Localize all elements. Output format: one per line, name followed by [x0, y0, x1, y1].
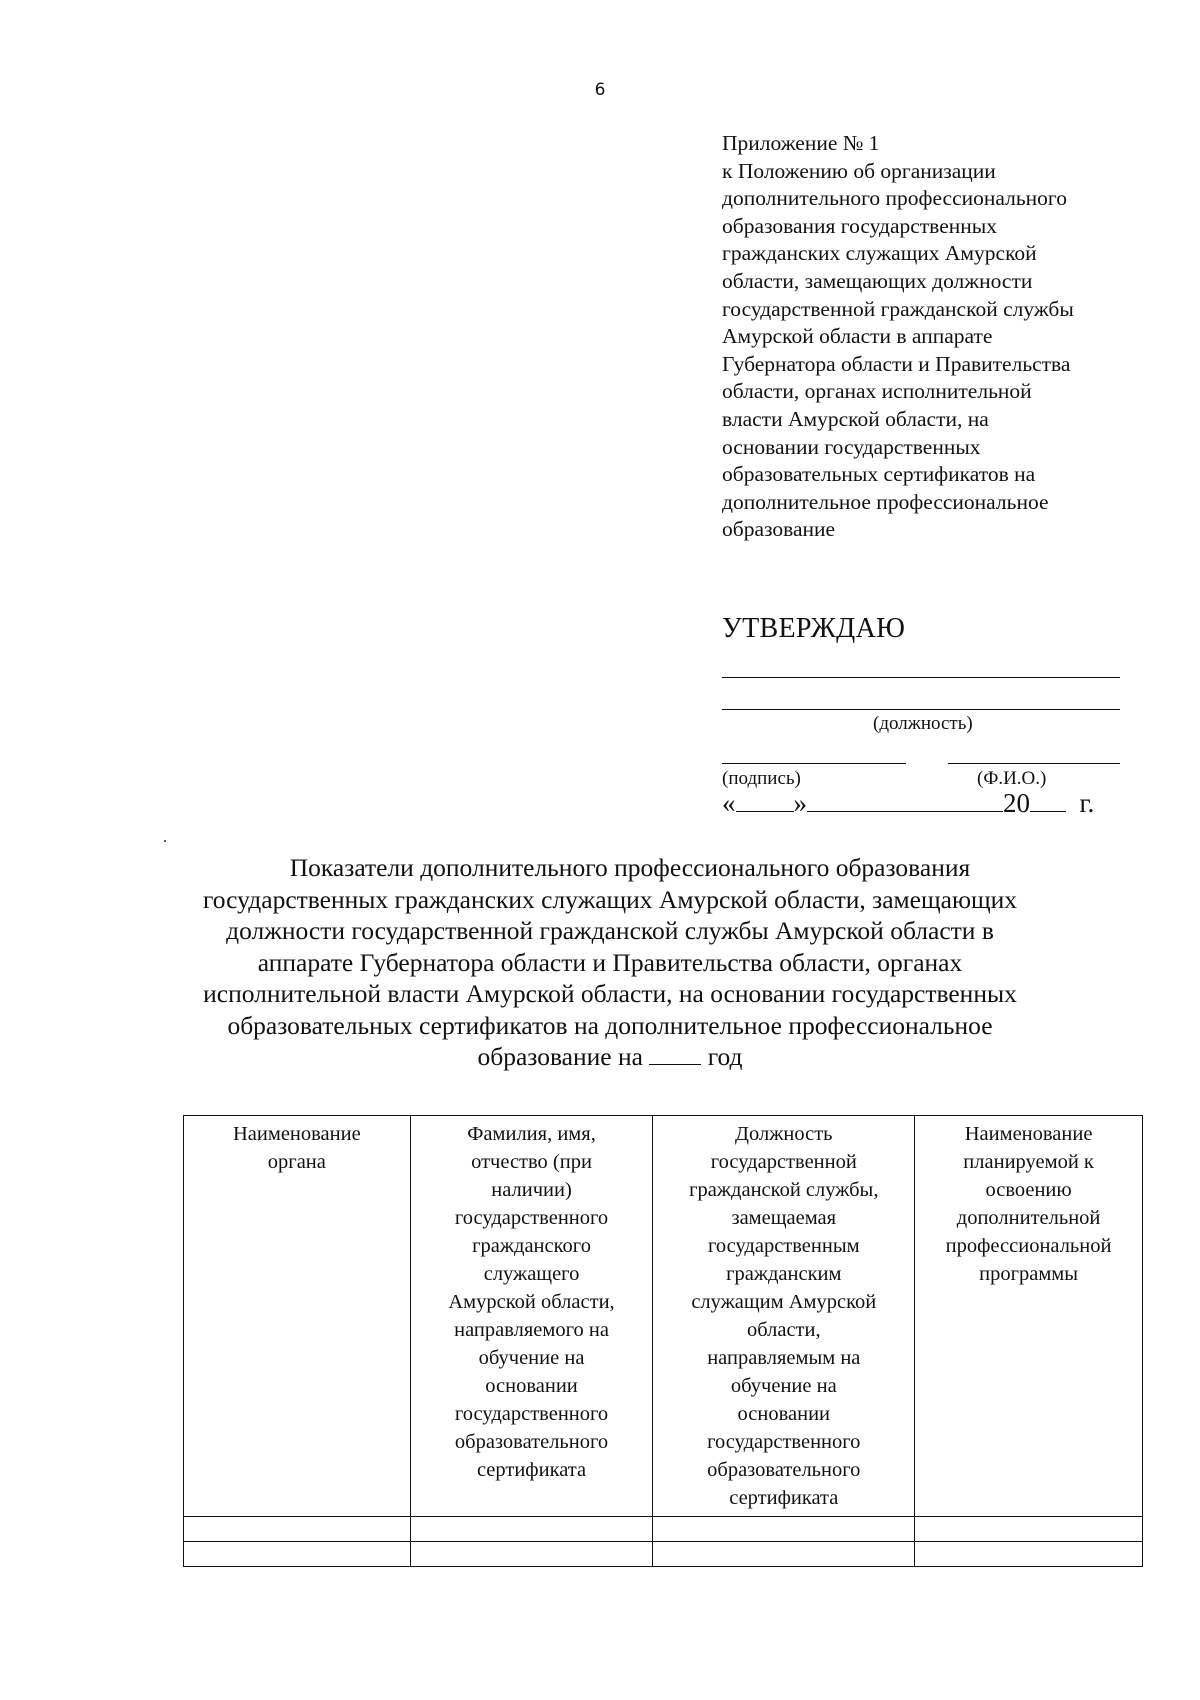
- header-line: органа: [267, 1151, 326, 1173]
- header-line: обучение на: [478, 1347, 585, 1369]
- approver-line-1: [722, 677, 1120, 678]
- header-line: гражданского: [472, 1235, 591, 1257]
- header-line: дополнительной: [956, 1207, 1101, 1229]
- approval-date-line: [722, 788, 1122, 819]
- day-blank: [736, 789, 794, 812]
- table-cell[interactable]: [915, 1517, 1143, 1542]
- table-cell[interactable]: [653, 1517, 915, 1542]
- table-cell[interactable]: [410, 1517, 653, 1542]
- header-line: государственного: [454, 1403, 609, 1425]
- header-line: Должность: [735, 1123, 833, 1145]
- document-title: [180, 852, 1040, 1073]
- header-cell-full-name: [410, 1116, 653, 1517]
- header-line: служащего: [483, 1263, 580, 1285]
- position-caption: (должность): [873, 713, 973, 734]
- header-line: Фамилия, имя,: [467, 1123, 596, 1145]
- table-row: [184, 1542, 1143, 1567]
- header-cell-position: [653, 1116, 915, 1517]
- header-line: освоению: [985, 1179, 1072, 1201]
- header-line: государственной: [710, 1151, 857, 1173]
- header-line: отчество (при: [471, 1151, 592, 1173]
- header-line: образовательного: [707, 1459, 861, 1481]
- name-caption: (Ф.И.О.): [977, 768, 1047, 789]
- header-line: служащим Амурской: [691, 1291, 877, 1313]
- appendix-line: образовательных сертификатов на: [722, 462, 1036, 487]
- header-cell-organ: [184, 1116, 411, 1517]
- header-line: образовательного: [454, 1431, 609, 1453]
- title-year-blank: [649, 1044, 701, 1065]
- header-line: замещаемая: [731, 1207, 837, 1229]
- approver-position-line: [722, 709, 1120, 710]
- title-line: исполнительной власти Амурской области, на основании государственных: [203, 979, 1017, 1008]
- appendix-line: области, замещающих должности: [722, 268, 1033, 293]
- header-cell-program: [915, 1116, 1143, 1517]
- indicators-table: [183, 1115, 1143, 1567]
- appendix-line: Приложение № 1: [722, 131, 880, 155]
- table-cell[interactable]: [184, 1542, 411, 1567]
- header-line: Наименование: [232, 1123, 361, 1145]
- title-line: Показатели дополнительного профессионального образования: [289, 853, 971, 882]
- name-line: [948, 763, 1120, 764]
- date-year-prefix: 20: [1003, 788, 1030, 818]
- header-line: сертификата: [476, 1459, 587, 1481]
- date-close-quote: »: [793, 788, 807, 818]
- title-line: образовательных сертификатов на дополнительное профессиональное: [227, 1010, 993, 1040]
- header-line: государственного: [707, 1431, 861, 1453]
- table-cell[interactable]: [915, 1542, 1143, 1567]
- header-line: области,: [746, 1319, 821, 1341]
- header-line: государственным: [707, 1235, 860, 1257]
- title-last-after: год: [707, 1042, 743, 1071]
- date-suffix: г.: [1079, 788, 1095, 818]
- month-blank: [807, 789, 1003, 812]
- title-line: должности государственной гражданской службы Амурской области в: [226, 916, 994, 945]
- header-line: государственного: [454, 1207, 609, 1229]
- appendix-line: дополнительного профессионального: [722, 186, 1067, 211]
- appendix-line: к Положению об организации: [722, 158, 996, 183]
- appendix-line: образование: [722, 517, 836, 542]
- title-last-line: [180, 1041, 1040, 1073]
- appendix-line: области, органах исполнительной: [722, 379, 1032, 404]
- signature-line: [722, 763, 906, 764]
- header-line: Амурской области,: [448, 1291, 615, 1313]
- table-cell[interactable]: [653, 1542, 915, 1567]
- header-line: гражданским: [726, 1263, 842, 1285]
- header-line: программы: [979, 1263, 1079, 1285]
- appendix-line: государственной гражданской службы: [722, 296, 1074, 321]
- header-line: сертификата: [729, 1487, 839, 1509]
- date-open-quote: «: [722, 788, 736, 818]
- title-line: государственных гражданских служащих Амурской области, замещающих: [202, 884, 1018, 914]
- appendix-line: Амурской области в аппарате: [722, 324, 993, 349]
- table-row: [184, 1517, 1143, 1542]
- table-cell[interactable]: [184, 1517, 411, 1542]
- table-cell[interactable]: [410, 1542, 653, 1567]
- title-line: аппарате Губернатора области и Правительства области, органах: [257, 947, 963, 977]
- appendix-block: [722, 130, 1162, 544]
- appendix-line: основании государственных: [722, 434, 981, 459]
- signature-caption: (подпись): [722, 768, 801, 789]
- table-header-row: [184, 1116, 1143, 1517]
- appendix-line: власти Амурской области, на: [722, 406, 989, 431]
- page-number: 6: [594, 80, 606, 100]
- header-line: Наименование: [964, 1123, 1093, 1145]
- header-line: основании: [737, 1403, 831, 1425]
- header-line: профессиональной: [945, 1235, 1112, 1257]
- header-line: наличии): [491, 1179, 572, 1201]
- header-line: обучение на: [730, 1375, 837, 1397]
- approval-title: УТВЕРЖДАЮ: [722, 613, 906, 644]
- header-line: направляемым на: [707, 1347, 861, 1369]
- title-last-before: образование на: [477, 1042, 643, 1071]
- header-line: планируемой к: [963, 1151, 1094, 1173]
- scan-speck: [164, 840, 166, 842]
- year-blank: [1030, 789, 1066, 812]
- header-line: гражданской службы,: [689, 1179, 879, 1201]
- appendix-line: образования государственных: [722, 213, 997, 238]
- appendix-line: дополнительное профессиональное: [722, 489, 1049, 514]
- appendix-line: гражданских служащих Амурской: [722, 241, 1037, 266]
- header-line: основании: [485, 1375, 578, 1397]
- header-line: направляемого на: [454, 1319, 609, 1341]
- appendix-line: Губернатора области и Правительства: [722, 351, 1071, 376]
